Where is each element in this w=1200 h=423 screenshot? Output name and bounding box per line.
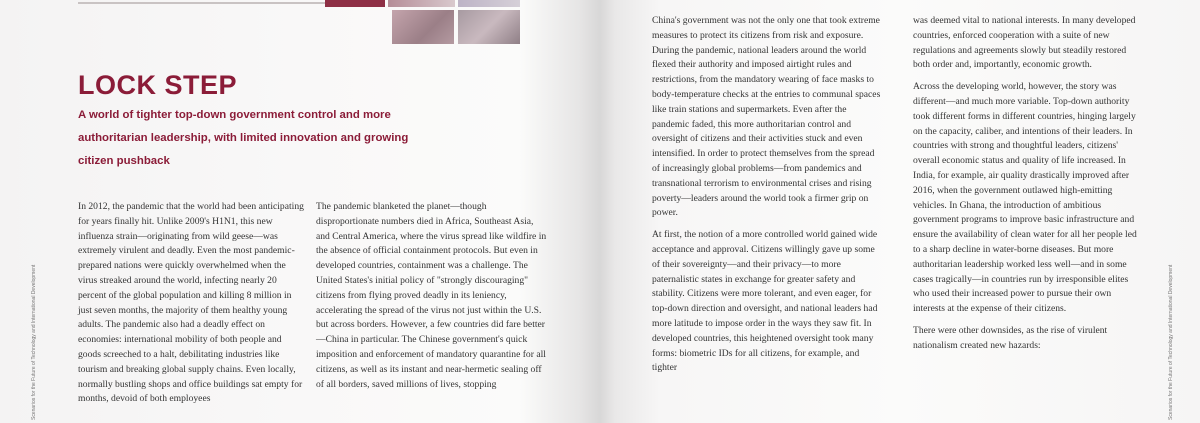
header-photo: [392, 10, 454, 44]
left-column-1: [78, 200, 306, 414]
body-paragraph: There were other downsides, as the rise of virulent nationalism created new hazards:: [913, 324, 1108, 351]
scenario-title: LOCK STEP: [78, 70, 238, 100]
scenario-subtitle: A world of tighter top-down government control and more authoritarian leadership, with limited innovation and growing citizen pushback: [78, 109, 409, 167]
body-paragraph: Across the developing world, however, the story was different—and much more variable. Top-down authority took different forms in different countries, hinging largely on the capacity, caliber, and intentions of their leaders. In countries with strong and thoughtful leaders, citizens' overall economic status and quality of life increased. In India, for example, air quality drastically improved after 2016, when the government outlawed high-emitting vehicles. In Ghana, the introduction of ambitious government programs to improve basic infrastructure and ensure the availability of clean water for all her people led to a sharp decline in water-borne diseases. But more authoritarian leadership worked less well—and in some cases tragically—in countries run by irresponsible elites who used their increased power to pursue their own interests at the expense of their citizens.: [913, 81, 1137, 315]
right-column-1: [652, 14, 882, 383]
header-photo: [458, 10, 520, 44]
spine-text-right: Scenarios for the Future of Technology and International Development: [1168, 264, 1174, 420]
header-photo: [458, 0, 520, 7]
body-paragraph: In 2012, the pandemic that the world had been anticipating for years finally hit. Unlike 2009's H1N1, this new influenza strain—originating from wild geese—was extremely virulent and deadly. Even the most pandemic-prepared nations were quickly overwhelmed when the virus streaked around the world, infecting nearly 20 percent of the global population and killing 8 million in just seven months, the majority of them healthy young adults. The pandemic also had a deadly effect on economies: international mobility of both people and goods screeched to a halt, debilitating industries like tourism and breaking global supply chains. Even locally, normally bustling shops and office buildings sat empty for months, devoid of both employees: [78, 201, 304, 405]
body-paragraph: was deemed vital to national interests. In many developed countries, enforced cooperation with a suite of new regulations and agreements slowly but steadily restored both order and, importantly, economic growth.: [913, 15, 1136, 71]
header-photo: [325, 0, 385, 7]
body-paragraph: The pandemic blanketed the planet—though disproportionate numbers died in Africa, Southeast Asia, and Central America, where the virus spread like wildfire in the absence of official containment protocols. But even in developed countries, containment was a challenge. The United States's initial policy of "strongly discouraging" citizens from flying proved deadly in its leniency, accelerating the spread of the virus not just within the U.S. but across borders. However, a few countries did fare better—China in particular. The Chinese government's quick imposition and enforcement of mandatory quarantine for all citizens, as well as its instant and near-hermetic sealing off of all borders, saved millions of lives, stopping: [316, 201, 547, 390]
header-photo: [388, 0, 455, 7]
body-paragraph: China's government was not the only one that took extreme measures to protect its citizens from risk and exposure. During the pandemic, national leaders around the world flexed their authority and imposed airtight rules and restrictions, from the mandatory wearing of face masks to body-temperature checks at the entries to communal spaces like train stations and supermarkets. Even after the pandemic faded, this more authoritarian control and oversight of citizens and their activities stuck and even intensified. In order to protect themselves from the spread of increasingly global problems—from pandemics and transnational terrorism to environmental crises and rising poverty—leaders around the world took a firmer grip on power.: [652, 15, 881, 219]
left-column-2: [316, 200, 548, 399]
spine-text-left: Scenarios for the Future of Technology and International Development: [31, 264, 37, 420]
top-rule: [78, 2, 330, 4]
right-column-2: [913, 14, 1145, 361]
body-paragraph: At first, the notion of a more controlled world gained wide acceptance and approval. Citizens willingly gave up some of their sovereignty—and their privacy—to more paternalistic states in exchange for greater safety and stability. Citizens were more tolerant, and even eager, for top-down direction and oversight, and national leaders had more latitude to impose order in the ways they saw fit. In developed countries, this heightened oversight took many forms: biometric IDs for all citizens, for example, and tighter: [652, 229, 878, 374]
